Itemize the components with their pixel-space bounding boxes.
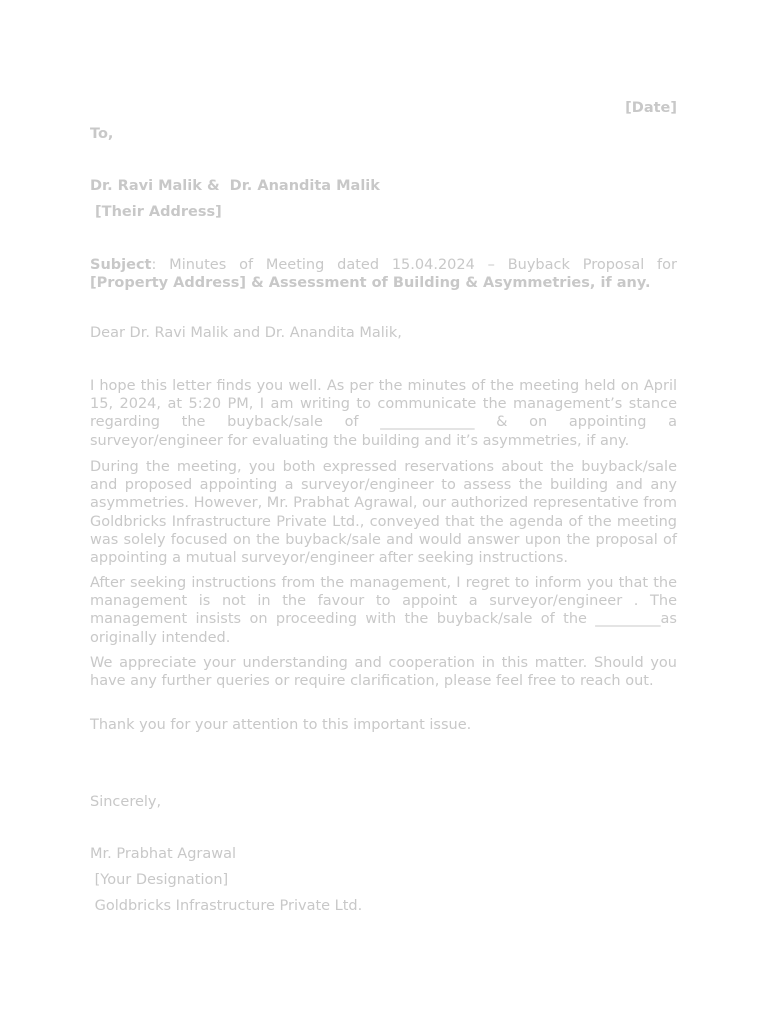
signatory-designation: [Your Designation]: [90, 872, 229, 888]
body-paragraph-5: Thank you for your attention to this important issue.: [90, 717, 472, 733]
recipient-address: [Their Address]: [90, 204, 222, 220]
subject-line-2: [Property Address] & Assessment of Building & Asymmetries, if any.: [90, 275, 651, 291]
body-paragraph-2: During the meeting, you both expressed reservations about the buyback/sale and proposed appointing a surveyor/engineer to assess the building and any asymmetries. However, Mr. Prabhat Agrawal, our authorized representative from Goldbricks Infrastructure Private Ltd., conveyed that the agenda of the meeting was solely focused on the buyback/sale and would answer upon the proposal of appointing a mutual surveyor/engineer after seeking instructions.: [90, 459, 677, 567]
addressee-label: To,: [90, 126, 114, 142]
signatory-name: Mr. Prabhat Agrawal: [90, 846, 237, 862]
subject-line-1: [90, 256, 677, 274]
letter-page: [90, 0, 677, 1024]
subject-text: : Minutes of Meeting dated 15.04.2024 – Buyback Proposal for: [151, 257, 677, 273]
body-paragraph-4: We appreciate your understanding and cooperation in this matter. Should you have any further queries or require clarification, please feel free to reach out.: [90, 655, 677, 690]
subject-label: Subject: [90, 257, 152, 273]
subject-block: [90, 256, 677, 292]
closing: Sincerely,: [90, 794, 162, 810]
recipient-names: Dr. Ravi Malik & Dr. Anandita Malik: [90, 178, 380, 194]
body-paragraph-1: I hope this letter finds you well. As per the minutes of the meeting held on April 15, 2024, at 5:20 PM, I am writing to communicate the management’s stance regarding the buyback/sale of _____________ & on appointing a surveyor/engineer for evaluating the building and it’s asymmetries, if any.: [90, 378, 677, 449]
letter-date: [Date]: [625, 100, 677, 116]
signatory-company: Goldbricks Infrastructure Private Ltd.: [90, 898, 363, 914]
salutation: Dear Dr. Ravi Malik and Dr. Anandita Malik,: [90, 325, 402, 341]
body-paragraph-3: After seeking instructions from the management, I regret to inform you that the management is not in the favour to appoint a surveyor/engineer . The management insists on proceeding with the buyback/sale of the _________as originally intended.: [90, 575, 677, 646]
